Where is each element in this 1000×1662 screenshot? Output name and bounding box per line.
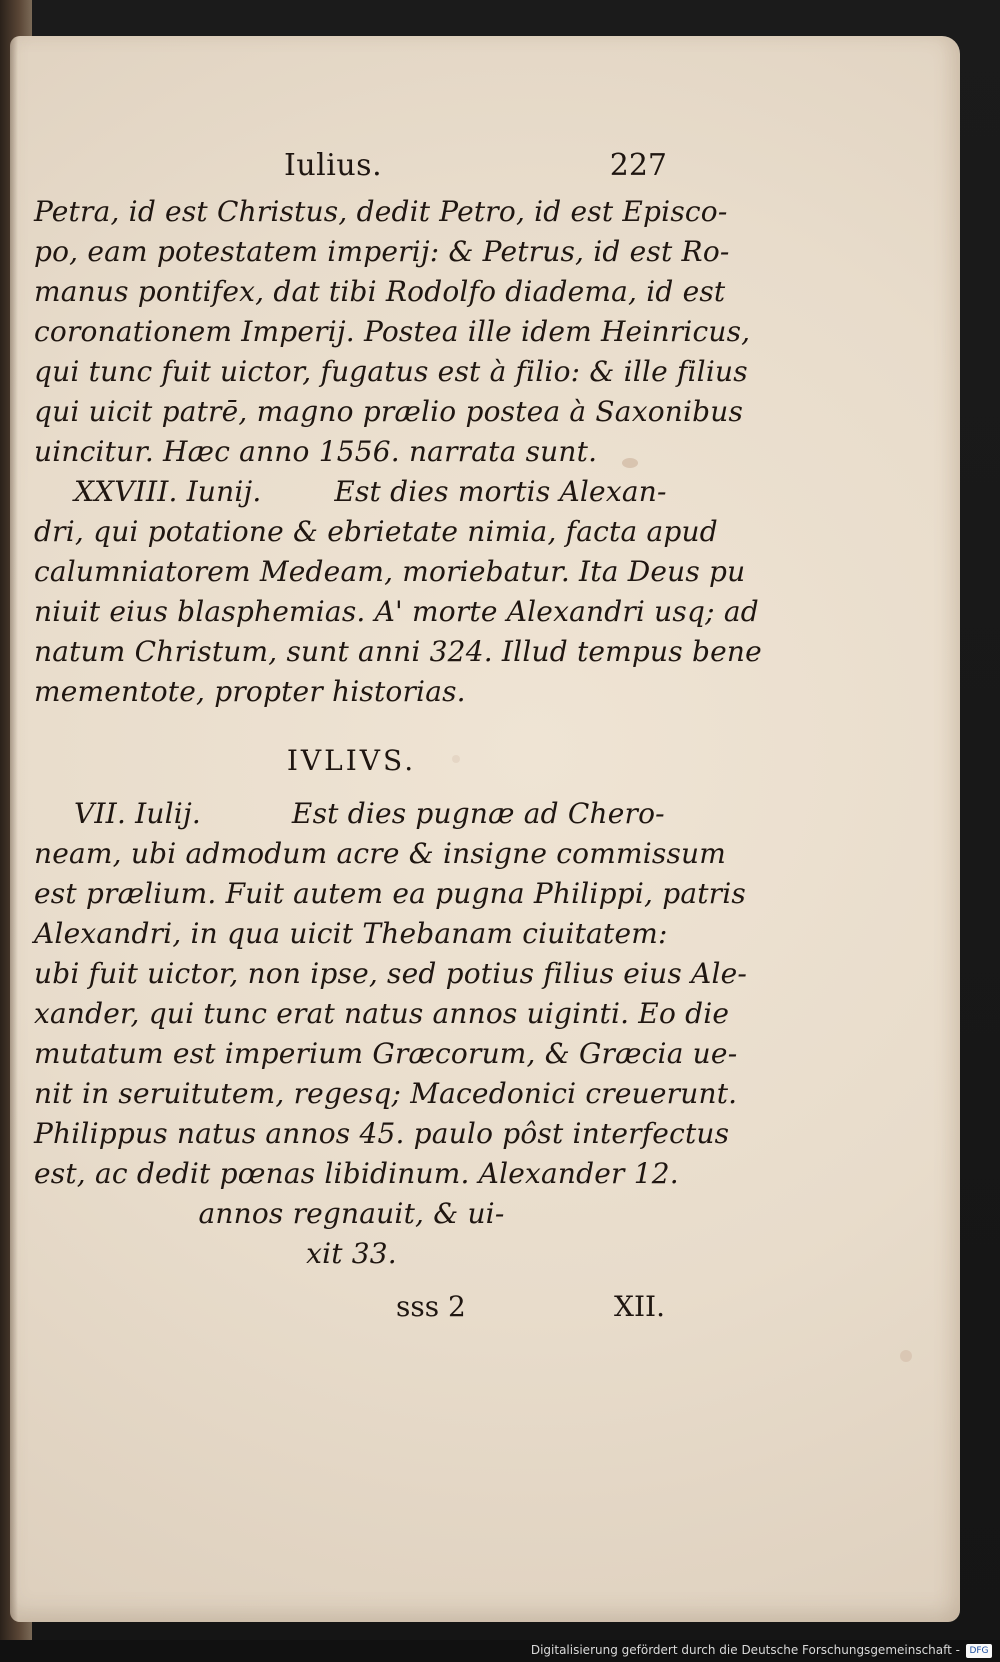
text-line: neam, ubi admodum acre & insigne commissum [34,837,727,870]
text-line: mementote, propter historias. [34,675,466,708]
text-block-junius [34,192,762,712]
page-text-column [34,148,762,1330]
signature-mark: sss 2 [396,1290,466,1323]
paper-spot [900,1350,912,1362]
text-line: calumniatorem Medeam, moriebatur. Ita Deus pu [34,555,746,588]
text-line: qui uicit patrē, magno prælio postea à Saxonibus [34,395,744,428]
text-line: coronationem Imperij. Postea ille idem Heinricus, [34,315,751,348]
text-line: dri, qui potatione & ebrietate nimia, facta apud [34,515,718,548]
text-line: xander, qui tunc erat natus annos uiginti. Eo die [34,997,730,1030]
section-heading: IVLIVS. [286,744,417,777]
dfg-logo-icon: DFG [966,1644,992,1658]
text-line: uincitur. Hæc anno 1556. narrata sunt. [34,435,598,468]
text-line: est, ac dedit pœnas libidinum. Alexander 12. [34,1157,679,1190]
text-line: XXVIII. Iunij. Est dies mortis Alexan- [74,475,667,508]
catchword: XII. [614,1290,665,1323]
text-line: Philippus natus annos 45. paulo pôst interfectus [34,1117,730,1150]
text-line: manus pontifex, dat tibi Rodolfo diadema, id est [34,275,726,308]
text-line: Alexandri, in qua uicit Thebanam ciuitatem: [34,917,668,950]
text-line: VII. Iulij. Est dies pugnæ ad Chero- [74,797,665,830]
text-line: xit 33. [306,1237,397,1270]
page-edge-shadow [10,36,18,1622]
credit-bar [0,1640,1000,1662]
text-line: po, eam potestatem imperij: & Petrus, id est Ro- [34,235,730,268]
text-line: niuit eius blasphemias. A' morte Alexandri usq; ad [34,595,759,628]
page-header [34,148,669,192]
text-line: qui tunc fuit uictor, fugatus est à filio: & ille filius [34,355,748,388]
page-footer [34,1290,669,1330]
text-line: est prælium. Fuit autem ea pugna Philippi, patris [34,877,746,910]
text-line: Petra, id est Christus, dedit Petro, id est Episco- [34,195,728,228]
text-line: natum Christum, sunt anni 324. Illud tempus bene [34,635,762,668]
credit-text: Digitalisierung gefördert durch die Deutsche Forschungsgemeinschaft - [530,1643,960,1657]
page-number: 227 [609,148,667,183]
text-block-julius [34,794,748,1274]
text-line: mutatum est imperium Græcorum, & Græcia ue- [34,1037,738,1070]
text-line: nit in seruitutem, regesq; Macedonici creuerunt. [34,1077,738,1110]
text-line: ubi fuit uictor, non ipse, sed potius filius eius Ale- [34,957,748,990]
running-head: Iulius. [284,148,383,183]
text-line: annos regnauit, & ui- [198,1197,505,1230]
